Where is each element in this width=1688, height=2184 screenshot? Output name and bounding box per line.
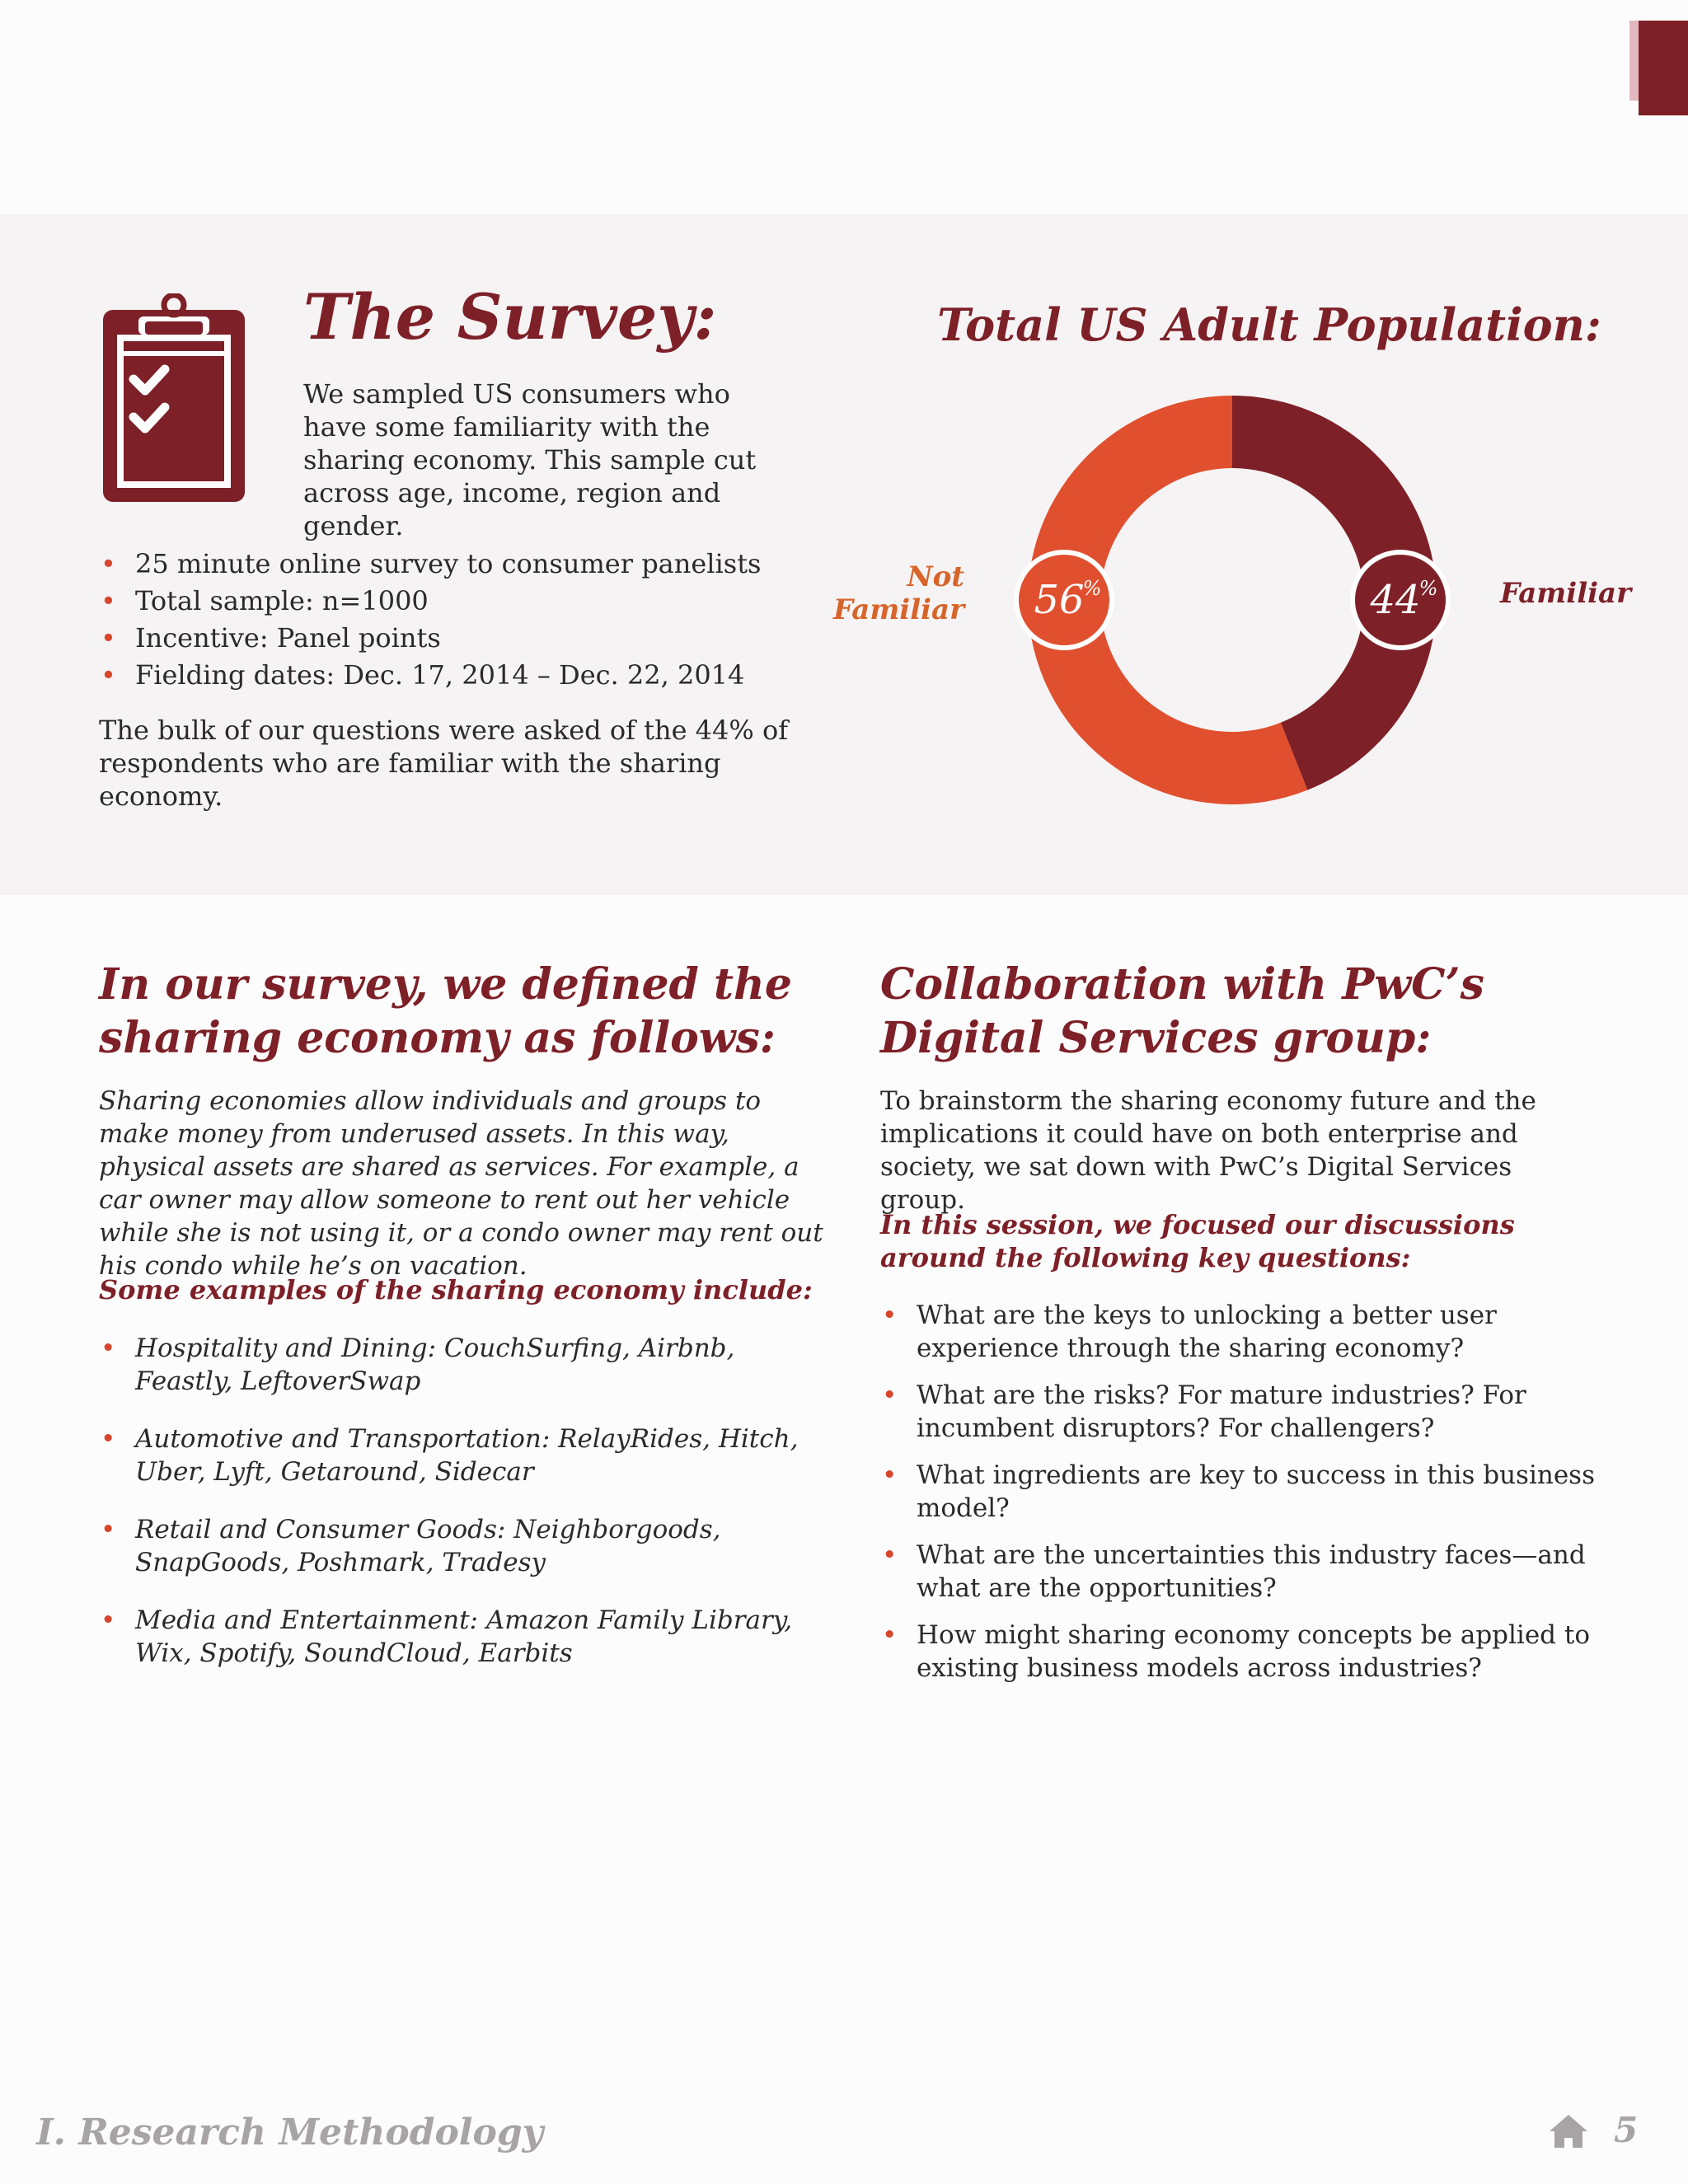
list-item: • What are the risks? For mature industries? For incumbent disruptors? For challengers?	[880, 1379, 1606, 1445]
survey-title: The Survey:	[303, 280, 717, 354]
value-badge-not-familiar	[1016, 552, 1112, 648]
list-item: • Media and Entertainment: Amazon Family Library, Wix, Spotify, SoundCloud, Earbits	[99, 1604, 816, 1670]
list-item: • What ingredients are key to success in this business model?	[880, 1459, 1606, 1525]
list-item: • Hospitality and Dining: CouchSurfing, Airbnb, Feastly, LeftoverSwap	[99, 1332, 816, 1398]
home-icon[interactable]	[1548, 2113, 1589, 2149]
slice-label-familiar: Familiar	[1500, 577, 1631, 610]
examples-list	[99, 1332, 816, 1694]
list-item: • What are the keys to unlocking a better user experience through the sharing economy?	[880, 1299, 1606, 1365]
footer-section-title: I. Research Methodology	[36, 2111, 544, 2154]
questions-list	[880, 1299, 1606, 1699]
slice-label-not-familiar: Not Familiar	[833, 560, 964, 626]
value-unit: %	[1418, 577, 1438, 600]
survey-bullets	[99, 546, 824, 694]
list-item: • How might sharing economy concepts be applied to existing business models across industries?	[880, 1619, 1606, 1685]
list-item: • Fielding dates: Dec. 17, 2014 – Dec. 22, 2014	[99, 657, 824, 694]
survey-intro: We sampled US consumers who have some familiarity with the sharing economy. This sample cut across age, income, region and gender.	[303, 378, 757, 541]
corner-tab	[1639, 21, 1688, 115]
survey-note: The bulk of our questions were asked of the 44% of respondents who are familiar with the sharing economy.	[99, 715, 789, 812]
list-item: • Incentive: Panel points	[99, 620, 824, 657]
examples-heading: Some examples of the sharing economy include:	[99, 1274, 813, 1305]
collaboration-body: To brainstorm the sharing economy future and the implications it could have on both enterprise and society, we sat down with PwC’s Digital Services group.	[880, 1086, 1536, 1215]
definition-title: In our survey, we defined the sharing economy as follows:	[99, 959, 792, 1063]
list-item: • Automotive and Transportation: RelayRides, Hitch, Uber, Lyft, Getaround, Sidecar	[99, 1422, 816, 1488]
questions-heading: In this session, we focused our discussions around the following key questions:	[880, 1209, 1515, 1273]
clipboard-checklist-icon	[99, 293, 249, 506]
list-item: • 25 minute online survey to consumer panelists	[99, 546, 824, 583]
definition-body: Sharing economies allow individuals and groups to make money from underused assets. In this way, physical assets are shared as services. For example, a car owner may allow someone to rent out her vehicle while she is not using it, or a condo owner may rent out his condo while he’s on vacation.	[99, 1086, 823, 1281]
page-number: 5	[1614, 2110, 1639, 2150]
value-label: 44	[1370, 577, 1421, 623]
list-item: • Total sample: n=1000	[99, 583, 824, 620]
list-item: • Retail and Consumer Goods: Neighborgoods, SnapGoods, Poshmark, Tradesy	[99, 1513, 816, 1579]
chart-title: Total US Adult Population:	[937, 298, 1601, 351]
value-label: 56	[1034, 577, 1085, 623]
list-item: • What are the uncertainties this industry faces—and what are the opportunities?	[880, 1539, 1606, 1605]
value-badge-familiar	[1353, 552, 1448, 648]
collaboration-title: Collaboration with PwC’s Digital Services group:	[880, 959, 1484, 1063]
value-unit: %	[1082, 577, 1102, 600]
